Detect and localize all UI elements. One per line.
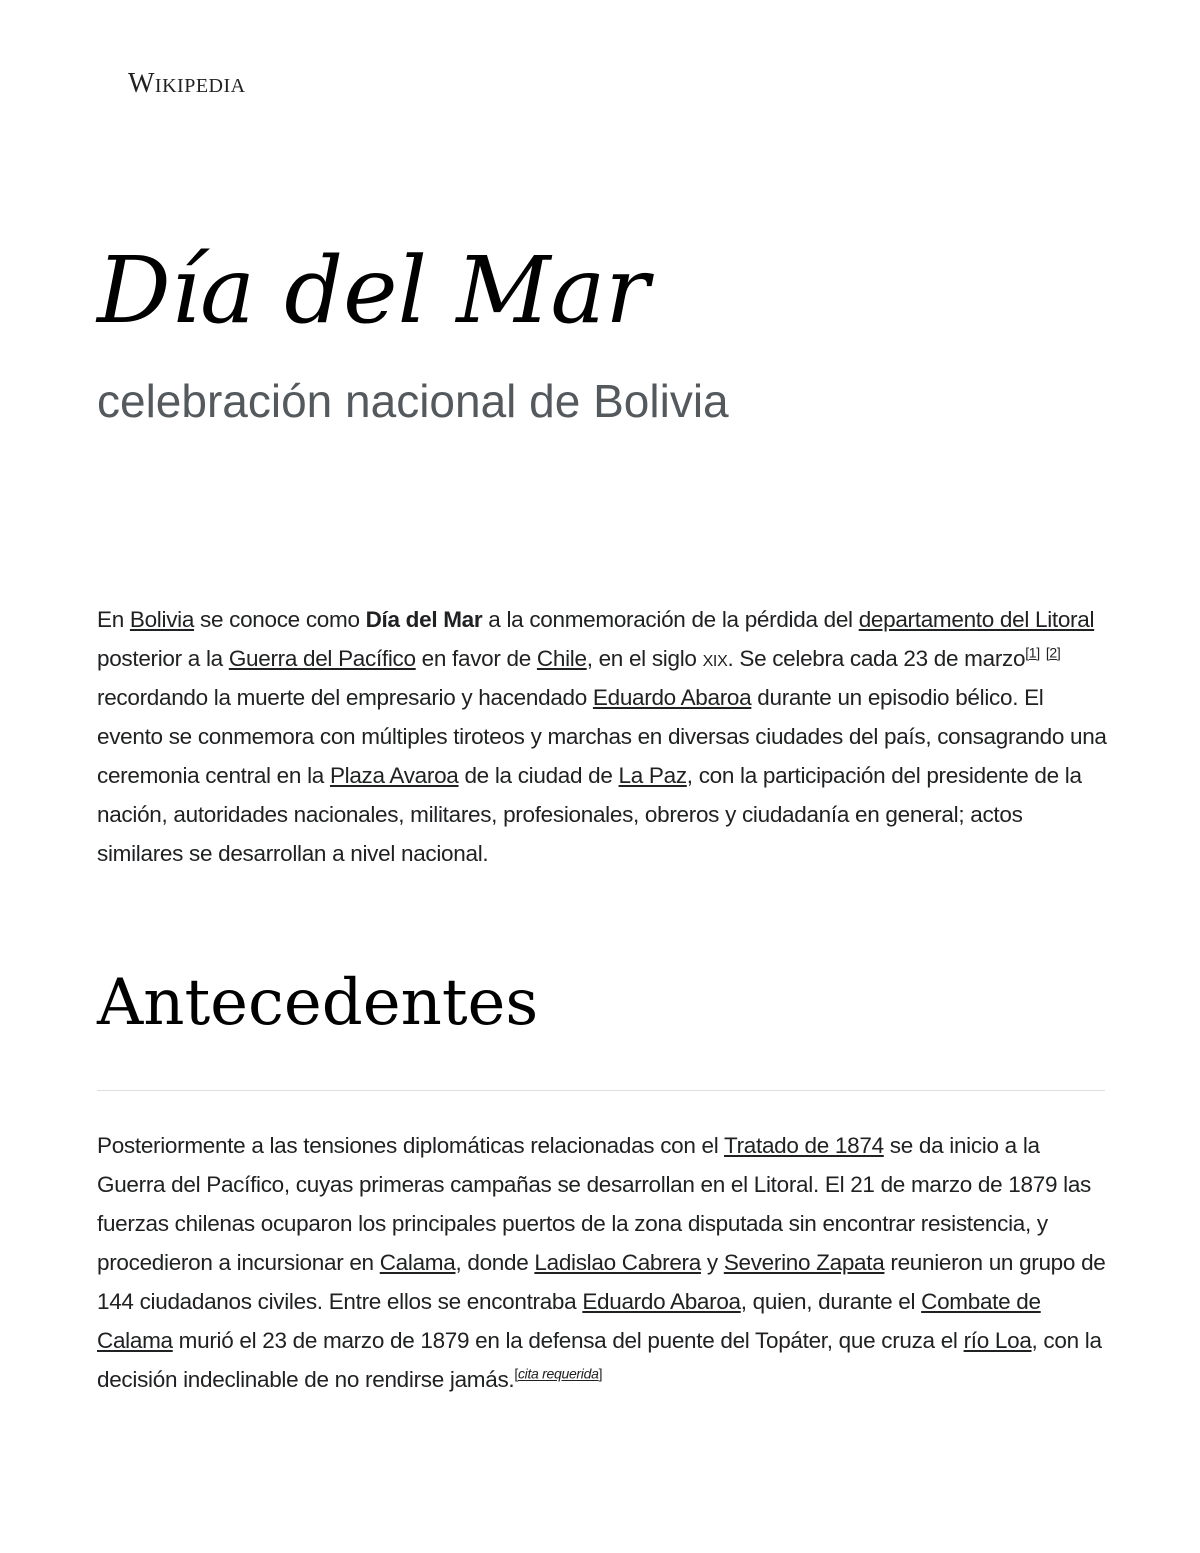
cite-bracket-close: ] (598, 1365, 603, 1382)
text: Posteriormente a las tensiones diplomáticas relacionadas con el (97, 1133, 724, 1158)
link-calama[interactable]: Calama (379, 1250, 456, 1275)
citation-needed[interactable] (514, 1366, 602, 1382)
reference-2-link[interactable]: [2] (1045, 644, 1061, 661)
page-subtitle: celebración nacional de Bolivia (97, 375, 729, 427)
intro-paragraph (97, 600, 1107, 873)
text: En (97, 607, 130, 632)
link-la-paz[interactable]: La Paz (618, 763, 687, 788)
bold-dia-del-mar: Día del Mar (365, 607, 483, 632)
century-numeral: xix (702, 646, 728, 671)
text: posterior a la (97, 646, 229, 671)
cite-bracket-open: [ (514, 1365, 518, 1382)
text: , quien, durante el (740, 1289, 922, 1314)
wikipedia-logo[interactable]: Wikipedia (128, 68, 246, 99)
link-plaza-avaroa[interactable]: Plaza Avaroa (329, 763, 459, 788)
text: se conoce como (194, 607, 366, 632)
text: de la ciudad de (458, 763, 619, 788)
text: reunieron un grupo de 144 ciudadanos civiles. Entre ellos se encontraba (97, 1250, 1106, 1314)
section-heading-antecedentes: Antecedentes (97, 966, 539, 1040)
text: se da inicio a la Guerra del Pacífico, cuyas primeras campañas se desarrollan en el Litoral. El 21 de marzo de 1879 las fuerzas chilenas ocuparon los principales puertos de la zona disputada sin encontrar resistencia, y procedieron a incursionar en (97, 1133, 1091, 1275)
text: , en el siglo (586, 646, 703, 671)
link-departamento-litoral[interactable]: departamento del Litoral (858, 607, 1095, 632)
text: durante un episodio bélico. El evento se conmemora con múltiples tiroteos y marchas en diversas ciudades del país, consagrando una ceremonia central en la (97, 685, 1107, 788)
reference-1[interactable] (1025, 645, 1040, 661)
text: murió el 23 de marzo de 1879 en la defensa del puente del Topáter, que cruza el (172, 1328, 964, 1353)
text: , con la decisión indeclinable de no rendirse jamás. (97, 1328, 1102, 1392)
link-guerra-del-pacifico[interactable]: Guerra del Pacífico (228, 646, 416, 671)
text: en favor de (415, 646, 537, 671)
text: . Se celebra cada 23 de marzo (727, 646, 1026, 671)
citation-needed-link[interactable] (518, 1366, 599, 1382)
link-severino-zapata[interactable]: Severino Zapata (723, 1250, 885, 1275)
link-bolivia[interactable]: Bolivia (129, 607, 195, 632)
antecedentes-paragraph (97, 1126, 1107, 1399)
link-tratado-1874[interactable]: Tratado de 1874 (724, 1133, 884, 1158)
text: y (700, 1250, 724, 1275)
link-chile[interactable]: Chile (536, 646, 587, 671)
link-rio-loa[interactable]: río Loa (963, 1328, 1032, 1353)
text: recordando la muerte del empresario y hacendado (97, 685, 593, 710)
link-ladislao-cabrera[interactable]: Ladislao Cabrera (534, 1250, 701, 1275)
text: a la conmemoración de la pérdida del (482, 607, 859, 632)
page-title: Día del Mar (97, 237, 650, 344)
link-eduardo-abaroa-2[interactable]: Eduardo Abaroa (582, 1289, 741, 1314)
citation-needed-text: cita requerida (517, 1365, 599, 1382)
text: , donde (455, 1250, 535, 1275)
reference-2[interactable] (1046, 645, 1061, 661)
section-divider (97, 1090, 1105, 1091)
reference-1-link[interactable]: [1] (1025, 644, 1040, 661)
text: , con la participación del presidente de la nación, autoridades nacionales, militares, profesionales, obreros y ciudadanía en general; actos similares se desarrollan a nivel nacional. (97, 763, 1082, 866)
link-combate-de-calama[interactable]: Combate de Calama (97, 1289, 1041, 1353)
link-eduardo-abaroa[interactable]: Eduardo Abaroa (592, 685, 752, 710)
